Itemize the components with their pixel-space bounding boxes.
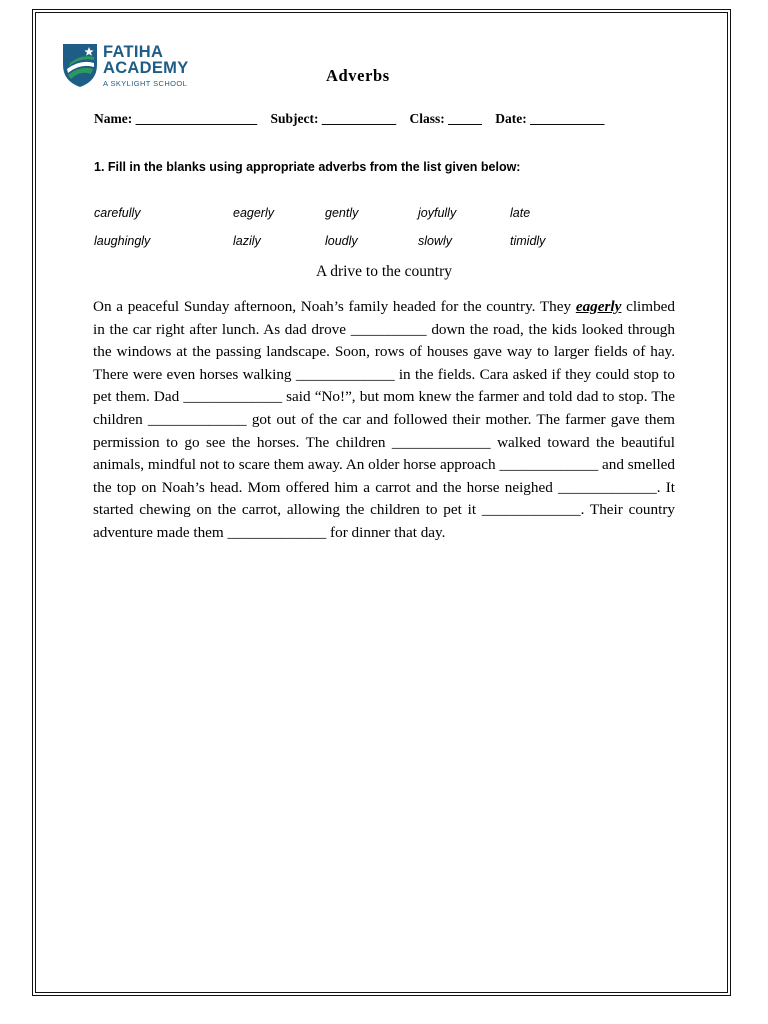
passage-part-after: climbed in the car right after lunch. As dad drove __________ down the road, the kids looked through the windows at the passing landscape. Soon, rows of houses gave way to larger fields of hay. There were even horses walking _____________ in the fields. Cara asked if they could stop to pet them. Dad _____________ said “No!”, but mom knew the farmer and told dad to stop. The children _____________ got out of the car and followed their mother. The farmer gave them permission to go see the horses. The children _____________ walked toward the beautiful animals, mindful not to scare them away. An older horse approach _____________ and smelled the top on Noah’s head. Mom offered him a carrot and the horse neighed _____________. It started chewing on the carrot, allowing the children to pet it _____________. Their country adventure made them _____________ for dinner that day. — [93, 298, 676, 541]
school-logo — [60, 41, 220, 91]
class-field[interactable]: Class: _____ — [409, 111, 482, 126]
question-instruction: 1. Fill in the blanks using appropriate adverbs from the list given below: — [94, 160, 521, 174]
word-bank-item: slowly — [418, 234, 453, 248]
example-answer: eagerly — [575, 298, 622, 315]
word-bank-item: loudly — [325, 234, 358, 248]
passage-title: A drive to the country — [315, 263, 453, 280]
word-bank-item: late — [510, 206, 531, 220]
word-bank-item: gently — [325, 206, 359, 220]
logo-tagline: A SKYLIGHT SCHOOL — [103, 79, 188, 88]
date-field[interactable]: Date: ___________ — [495, 111, 605, 126]
worksheet-title: Adverbs — [326, 66, 390, 85]
word-bank-item: laughingly — [94, 234, 151, 248]
logo-name-line2: ACADEMY — [103, 59, 189, 77]
name-field[interactable]: Name: __________________ — [94, 111, 258, 126]
passage-text — [93, 296, 675, 545]
shield-star-logo-icon — [60, 41, 100, 89]
logo-name-line1: FATIHA — [103, 43, 164, 61]
word-bank-item: joyfully — [418, 206, 457, 220]
word-bank-item: eagerly — [233, 206, 274, 220]
student-info-row — [94, 111, 674, 127]
passage-part-before: On a peaceful Sunday afternoon, Noah’s family headed for the country. They — [93, 298, 572, 315]
word-bank-item: timidly — [510, 234, 546, 248]
word-bank-item: carefully — [94, 206, 141, 220]
subject-field[interactable]: Subject: ___________ — [270, 111, 397, 126]
word-bank-item: lazily — [233, 234, 261, 248]
